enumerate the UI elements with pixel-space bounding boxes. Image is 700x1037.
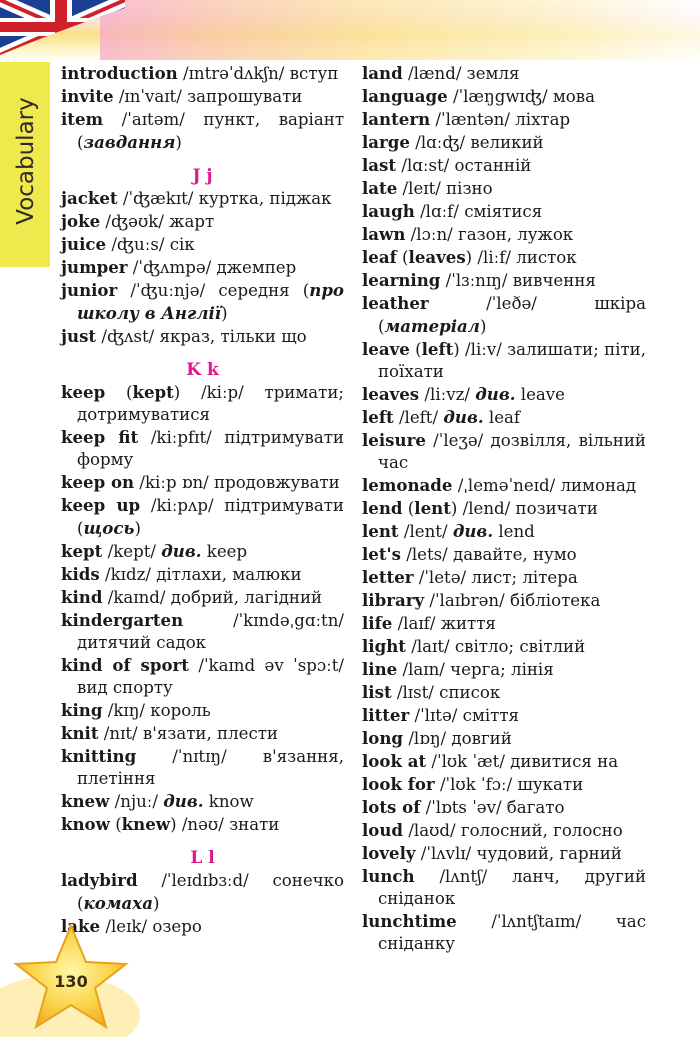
headword: leaf <box>362 247 397 267</box>
headword: lake <box>61 916 101 936</box>
entry-text: /lɪst/ список <box>391 683 501 702</box>
dictionary-entry <box>61 187 344 210</box>
dictionary-entry <box>362 842 646 865</box>
headword: leaves <box>362 384 420 404</box>
entry-text: /laɪt/ світло; світлий <box>405 637 586 656</box>
dictionary-block-l-continued <box>362 62 646 955</box>
dictionary-entry <box>362 796 646 819</box>
entry-text: /ˈlɜːnɪŋ/ вивчення <box>440 271 596 290</box>
entry-text: /kiːpfɪt/ підтримувати форму <box>77 428 344 469</box>
entry-text: /lɒŋ/ довгий <box>403 729 512 748</box>
dictionary-entry <box>362 474 646 497</box>
headword: land <box>362 63 403 83</box>
dictionary-entry <box>61 233 344 256</box>
dictionary-entry <box>362 819 646 842</box>
entry-text: leave <box>515 385 565 404</box>
letter-heading-j: J j <box>192 166 213 186</box>
entry-text: /ˈʤʌmpə/ джемпер <box>127 258 297 277</box>
dictionary-entry <box>362 429 646 474</box>
entry-text: ) <box>152 894 160 913</box>
dictionary-entry <box>362 406 646 429</box>
right-column <box>362 62 646 955</box>
headword: look at <box>362 751 427 771</box>
entry-text: /laɪf/ життя <box>392 614 496 633</box>
entry-text: /liːvz/ <box>419 385 476 404</box>
entry-text: /ˈlæŋgwɪʤ/ мова <box>447 87 595 106</box>
headword: kept <box>132 382 174 402</box>
headword: know <box>61 814 110 834</box>
headword: lent <box>414 498 451 518</box>
dictionary-entry <box>61 279 344 325</box>
headword: knew <box>121 814 171 834</box>
usage-note: матеріал <box>384 316 480 336</box>
dictionary-entry <box>362 85 646 108</box>
headword: kind <box>61 587 103 607</box>
uk-flag-icon <box>0 0 125 55</box>
entry-text: ( <box>396 248 409 267</box>
headword: letter <box>362 567 414 587</box>
headword: leather <box>362 293 429 313</box>
entry-text: ) /liːf/ листок <box>465 248 577 267</box>
headword: late <box>362 178 398 198</box>
entry-text: /kɪdz/ дітлахи, малюки <box>99 565 302 584</box>
headword: lunch <box>362 866 415 886</box>
usage-note: див. <box>475 384 516 404</box>
dictionary-entry <box>61 108 344 154</box>
entry-text: /ˈlɪtə/ сміття <box>409 706 519 725</box>
entry-text: /laʊd/ голосний, голосно <box>403 821 623 840</box>
usage-note: див. <box>443 407 484 427</box>
dictionary-block-j <box>61 187 344 348</box>
dictionary-entry <box>61 722 344 745</box>
dictionary-entry <box>362 177 646 200</box>
dictionary-entry <box>362 658 646 681</box>
dictionary-entry <box>61 869 344 915</box>
entry-text: ) <box>479 317 487 336</box>
headword: keep <box>61 382 106 402</box>
usage-note: див. <box>452 521 494 541</box>
dictionary-entry <box>362 497 646 520</box>
entry-text: ) <box>175 133 182 152</box>
entry-text: /lɔːn/ газон, лужок <box>405 225 574 244</box>
headword: just <box>61 326 97 346</box>
dictionary-entry <box>61 325 344 348</box>
dictionary-entry <box>362 292 646 338</box>
entry-text: /lɑːʤ/ великий <box>409 133 544 152</box>
usage-note: див. <box>161 541 202 561</box>
headword: item <box>61 109 104 129</box>
entry-text: ( <box>109 815 122 834</box>
entry-text: /ʤəʊk/ жарт <box>100 212 215 231</box>
headword: juice <box>61 234 107 254</box>
letter-heading-k: K k <box>186 360 219 380</box>
headword: leaves <box>408 247 466 267</box>
dictionary-entry <box>61 745 344 790</box>
headword: lots of <box>362 797 421 817</box>
headword: keep fit <box>61 427 139 447</box>
headword: kind of sport <box>61 655 189 675</box>
entry-text: ) /lend/ позичати <box>450 499 598 518</box>
headword: look for <box>362 774 435 794</box>
dictionary-entry <box>362 635 646 658</box>
dictionary-block-k <box>61 381 344 836</box>
entry-text: /ˈkɪndəˌgɑːtn/ дитячий садок <box>77 611 344 652</box>
entry-text: /ˈleʒə/ дозвілля, вільний час <box>378 431 646 472</box>
dictionary-entry <box>61 471 344 494</box>
entry-text: /leɪt/ пізно <box>397 179 493 198</box>
headword: knew <box>61 791 110 811</box>
headword: let's <box>362 544 401 564</box>
entry-text: /lets/ давайте, нумо <box>400 545 577 564</box>
headword: last <box>362 155 397 175</box>
entry-text: /laɪn/ черга; лінія <box>397 660 554 679</box>
headword: jacket <box>61 188 118 208</box>
entry-text: /ˈlæntən/ ліхтар <box>430 110 571 129</box>
headword: litter <box>362 705 410 725</box>
entry-text: /ˈletə/ лист; літера <box>413 568 578 587</box>
dictionary-entry <box>362 773 646 796</box>
headword: list <box>362 682 392 702</box>
entry-text: /ˈlʊk ˈæt/ дивитися на <box>426 752 619 771</box>
entry-text: ) <box>134 519 141 538</box>
headword: jumper <box>61 257 128 277</box>
entry-text: /ʤuːs/ сік <box>106 235 195 254</box>
dictionary-entry <box>362 108 646 131</box>
dictionary-entry <box>61 494 344 540</box>
dictionary-block-i <box>61 62 344 154</box>
entry-text: /ˈleðə/ шкіра ( <box>378 294 646 336</box>
headword: introduction <box>61 63 178 83</box>
headword: lend <box>362 498 403 518</box>
dictionary-entry <box>362 246 646 269</box>
dictionary-entry <box>61 699 344 722</box>
dictionary-entry <box>61 563 344 586</box>
dictionary-entry <box>61 586 344 609</box>
dictionary-entry <box>362 612 646 635</box>
entry-text: /ˈlʌvlɪ/ чудовий, гарний <box>415 844 622 863</box>
headword: long <box>362 728 404 748</box>
entry-text: keep <box>201 542 248 561</box>
entry-text: /lɑːf/ сміятися <box>414 202 543 221</box>
dictionary-entry <box>362 750 646 773</box>
entry-text: /ˌleməˈneɪd/ лимонад <box>452 476 637 495</box>
usage-note: див. <box>163 791 204 811</box>
entry-text: /nɪt/ в'язати, плести <box>98 724 278 743</box>
dictionary-entry <box>61 426 344 471</box>
entry-text: /kaɪnd/ добрий, лагідний <box>102 588 323 607</box>
entry-text: /left/ <box>393 408 444 427</box>
dictionary-entry <box>362 704 646 727</box>
entry-text: /ˈkaɪnd əv ˈspɔːt/ вид спорту <box>77 656 344 697</box>
entry-text: /kiːpʌp/ підтримувати ( <box>77 496 344 538</box>
dictionary-entry <box>61 654 344 699</box>
entry-text: /ˈlʊk ˈfɔː/ шукати <box>434 775 584 794</box>
entry-text: leaf <box>483 408 521 427</box>
entry-text: /lʌntʃ/ ланч, другий сніданок <box>378 867 646 908</box>
headword: lemonade <box>362 475 453 495</box>
headword: lent <box>362 521 399 541</box>
page-number: 130 <box>54 972 88 991</box>
headword: laugh <box>362 201 415 221</box>
entry-text: /ˈlʌntʃtaɪm/ час сніданку <box>378 912 646 953</box>
dictionary-entry <box>362 543 646 566</box>
entry-text: /ˈlaɪbrən/ бібліотека <box>424 591 601 610</box>
dictionary-entry <box>362 131 646 154</box>
dictionary-entry <box>362 910 646 955</box>
headword: learning <box>362 270 441 290</box>
entry-text: /njuː/ <box>109 792 164 811</box>
headword: joke <box>61 211 101 231</box>
headword: knitting <box>61 746 137 766</box>
headword: junior <box>61 280 118 300</box>
entry-text: /kɪŋ/ король <box>102 701 211 720</box>
top-color-wash <box>100 0 700 60</box>
headword: left <box>362 407 394 427</box>
headword: kept <box>61 541 103 561</box>
headword: invite <box>61 86 114 106</box>
entry-text: lend <box>493 522 535 541</box>
entry-text: /ɪnˈvaɪt/ запрошувати <box>113 87 303 106</box>
dictionary-entry <box>362 589 646 612</box>
entry-text: /ˈʤækɪt/ куртка, піджак <box>117 189 332 208</box>
entry-text: /lent/ <box>398 522 453 541</box>
entry-text: know <box>203 792 254 811</box>
section-tab-label: Vocabulary <box>13 97 39 225</box>
entry-text: /kiːp ɒn/ продовжувати <box>134 473 340 492</box>
entry-text: /ˈaɪtəm/ пункт, варіант ( <box>77 110 344 152</box>
headword: large <box>362 132 410 152</box>
dictionary-entry <box>362 520 646 543</box>
headword: language <box>362 86 448 106</box>
headword: knit <box>61 723 99 743</box>
usage-note: завдання <box>83 132 176 152</box>
entry-text: ) <box>221 304 228 323</box>
dictionary-entry <box>362 62 646 85</box>
entry-text: /ˈʤuːnjə/ середня ( <box>117 281 310 300</box>
dictionary-entry <box>362 223 646 246</box>
headword: lunchtime <box>362 911 457 931</box>
entry-text: /ʤʌst/ якраз, тільки що <box>96 327 307 346</box>
headword: leisure <box>362 430 426 450</box>
usage-note: комаха <box>83 893 153 913</box>
entry-text: /lɑːst/ останній <box>396 156 532 175</box>
headword: lantern <box>362 109 431 129</box>
left-column <box>61 62 344 938</box>
headword: kids <box>61 564 100 584</box>
dictionary-entry <box>61 609 344 654</box>
headword: leave <box>362 339 410 359</box>
dictionary-entry <box>362 383 646 406</box>
headword: life <box>362 613 393 633</box>
entry-text: /lænd/ земля <box>402 64 520 83</box>
entry-text: ( <box>409 340 422 359</box>
entry-text: /ˈnɪtɪŋ/ в'язання, плетіння <box>77 747 344 788</box>
dictionary-entry <box>362 566 646 589</box>
entry-text: /kept/ <box>102 542 162 561</box>
headword: keep up <box>61 495 141 515</box>
headword: lawn <box>362 224 406 244</box>
dictionary-entry <box>362 200 646 223</box>
entry-text: ( <box>402 499 415 518</box>
headword: light <box>362 636 406 656</box>
headword: ladybird <box>61 870 138 890</box>
dictionary-entry <box>61 256 344 279</box>
dictionary-entry <box>61 62 344 85</box>
dictionary-entry <box>61 813 344 836</box>
dictionary-entry <box>362 269 646 292</box>
headword: king <box>61 700 103 720</box>
dictionary-entry <box>61 790 344 813</box>
dictionary-entry <box>61 85 344 108</box>
entry-text: ) /liːv/ залишати; піти, поїхати <box>378 340 646 381</box>
dictionary-entry <box>362 681 646 704</box>
dictionary-entry <box>362 338 646 383</box>
headword: line <box>362 659 398 679</box>
dictionary-entry <box>61 540 344 563</box>
headword: left <box>421 339 454 359</box>
entry-text: /ˈlɒts ˈəv/ багато <box>420 798 565 817</box>
headword: kindergarten <box>61 610 184 630</box>
usage-note: про школу в Англії <box>77 280 344 323</box>
headword: library <box>362 590 425 610</box>
dictionary-entry <box>362 727 646 750</box>
letter-heading-l: L l <box>190 848 215 868</box>
entry-text: ) /nəʊ/ знати <box>170 815 280 834</box>
dictionary-entry <box>362 154 646 177</box>
headword: loud <box>362 820 404 840</box>
headword: keep on <box>61 472 135 492</box>
entry-text: /ɪntrəˈdʌkʃn/ вступ <box>177 64 339 83</box>
dictionary-entry <box>61 210 344 233</box>
entry-text: ) /kiːp/ тримати; дотримуватися <box>77 383 345 424</box>
usage-note: щось <box>83 518 135 538</box>
entry-text: ( <box>105 383 133 402</box>
headword: lovely <box>362 843 416 863</box>
dictionary-entry <box>61 381 344 426</box>
dictionary-entry <box>362 865 646 910</box>
entry-text: /ˈleɪdɪbɜːd/ сонечко ( <box>77 871 344 913</box>
entry-text: /leɪk/ озеро <box>100 917 202 936</box>
